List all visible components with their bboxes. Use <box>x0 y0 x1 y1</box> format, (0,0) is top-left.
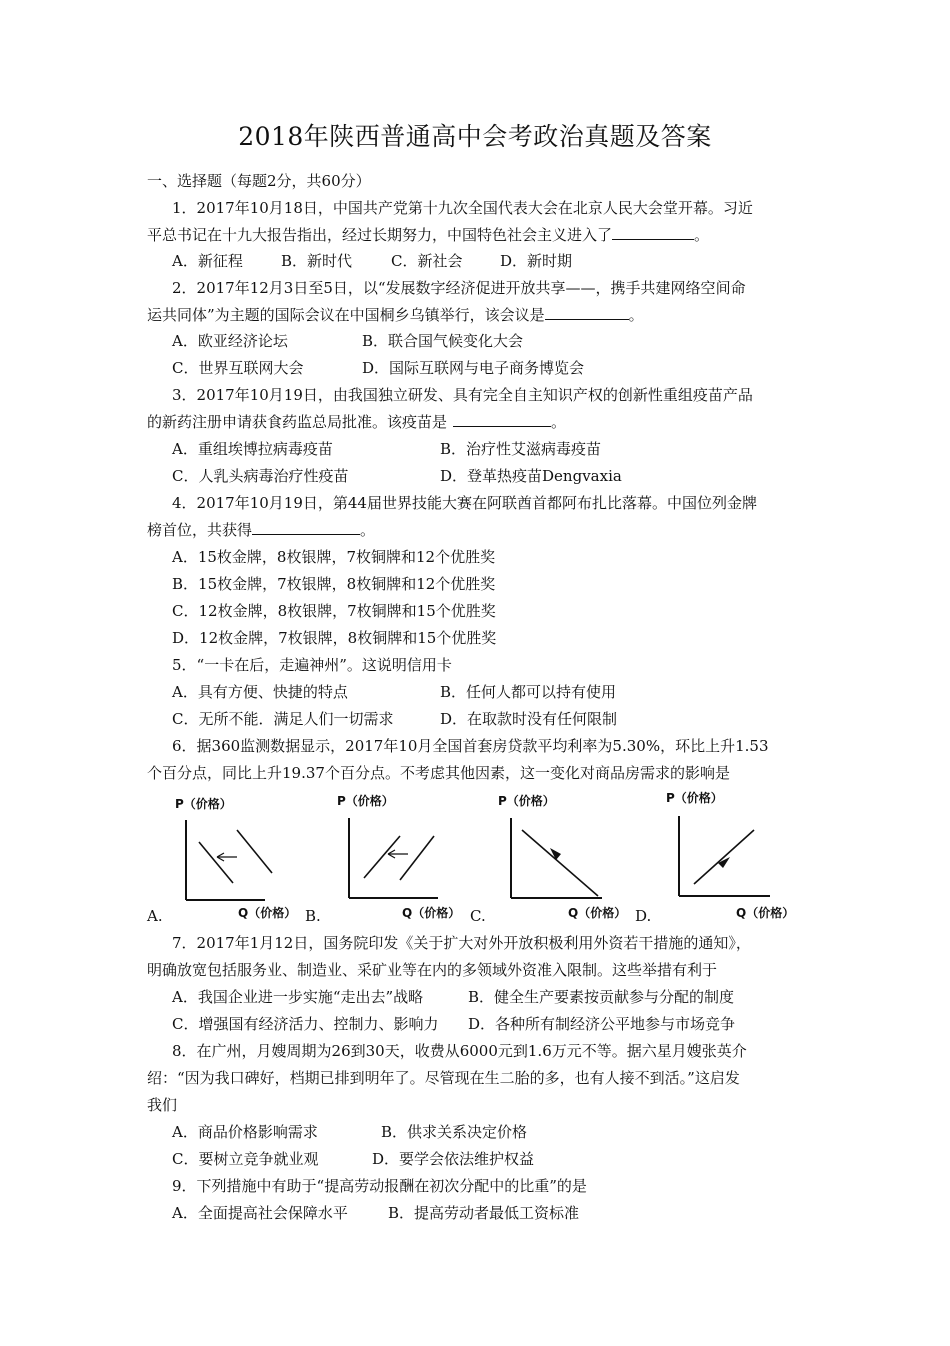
q9-option-a: A．全面提高社会保障水平 <box>172 1204 348 1222</box>
graph-c-label: C. <box>470 907 486 925</box>
q8-option-c: C．要树立竞争就业观 <box>172 1150 319 1168</box>
graph-c-x-label: Q（价格） <box>568 906 627 920</box>
q8-option-b: B．供求关系决定价格 <box>381 1123 528 1141</box>
graph-a-x-label: Q（价格） <box>238 906 297 920</box>
supply-curve-old <box>400 836 434 880</box>
q8-option-d: D．要学会依法维护权益 <box>372 1150 535 1168</box>
q6-text-cont: 个百分点，同比上升19.37个百分点。不考虑其他因素，这一变化对商品房需求的影响是 <box>147 764 730 782</box>
q7-text-cont: 明确放宽包括服务业、制造业、采矿业等在内的多领域外资准入限制。这些举措有利于 <box>147 961 718 979</box>
q3-option-c: C．人乳头病毒治疗性疫苗 <box>172 467 349 485</box>
q2-option-d: D．国际互联网与电子商务博览会 <box>362 359 585 377</box>
q1-option-c: C．新社会 <box>391 252 463 270</box>
q8-text-cont2: 我们 <box>147 1096 178 1114</box>
q4-option-b: B．15枚金牌，7枚银牌，8枚铜牌和12个优胜奖 <box>172 575 496 593</box>
q9-text: 9．下列措施中有助于“提高劳动报酬在初次分配中的比重”的是 <box>172 1177 587 1195</box>
answer-blank <box>453 412 551 427</box>
q2-text: 2．2017年12月3日至5日，以“发展数字经济促进开放共享——，携手共建网络空间命 <box>172 279 746 297</box>
demand-curve-old <box>237 830 272 873</box>
q2-text-cont: 运共同体”为主题的国际会议在中国桐乡乌镇举行，该会议是 。 <box>147 306 644 324</box>
graph-b-x-label: Q（价格） <box>402 906 461 920</box>
q4-text: 4．2017年10月19日，第44届世界技能大赛在阿联酋首都阿布扎比落幕。中国位列金牌 <box>172 494 757 512</box>
q1-option-a: A．新征程 <box>172 252 243 270</box>
supply-curve <box>694 830 754 884</box>
demand-curve <box>522 830 598 896</box>
graph-d-x-label: Q（价格） <box>736 906 795 920</box>
q5-option-a: A．具有方便、快捷的特点 <box>172 683 348 701</box>
q7-option-b: B．健全生产要素按贡献参与分配的制度 <box>468 988 735 1006</box>
q3-text: 3．2017年10月19日，由我国独立研发、具有完全自主知识产权的创新性重组疫苗产品 <box>172 386 753 404</box>
q7-option-a: A．我国企业进一步实施“走出去”战略 <box>172 988 424 1006</box>
movement-arrow <box>550 848 561 860</box>
q2-option-b: B．联合国气候变化大会 <box>362 332 524 350</box>
graph-d-label: D. <box>635 907 652 925</box>
q1-text: 1．2017年10月18日，中国共产党第十九次全国代表大会在北京人民大会堂开幕。习近 <box>172 199 753 217</box>
q5-text: 5．“一卡在后，走遍神州”。这说明信用卡 <box>172 656 452 674</box>
q4-option-d: D．12枚金牌，7枚银牌，8枚铜牌和15个优胜奖 <box>172 629 497 647</box>
q7-text: 7．2017年1月12日，国务院印发《关于扩大对外开放积极利用外资若干措施的通知》， <box>172 934 751 952</box>
graph-b-label: B. <box>305 907 321 925</box>
answer-blank <box>612 225 694 240</box>
q5-option-c: C．无所不能．满足人们一切需求 <box>172 710 394 728</box>
q7-option-d: D．各种所有制经济公平地参与市场竞争 <box>468 1015 736 1033</box>
q8-text-cont: 绍：“因为我口碑好，档期已排到明年了。尽管现在生二胎的多，也有人接不到活。”这启发 <box>147 1069 740 1087</box>
graph-b-y-label: P（价格） <box>337 794 394 808</box>
q6-text: 6．据360监测数据显示，2017年10月全国首套房贷款平均利率为5.30%，环比上升1.53 <box>172 737 769 755</box>
q3-option-b: B．治疗性艾滋病毒疫苗 <box>440 440 602 458</box>
graph-d <box>668 808 778 903</box>
graph-a-y-label: P（价格） <box>175 797 232 811</box>
q8-option-a: A．商品价格影响需求 <box>172 1123 318 1141</box>
page-title: 2018年陕西普通高中会考政治真题及答案 <box>238 122 712 151</box>
graph-a <box>175 812 275 907</box>
graph-c <box>500 810 610 905</box>
graph-a-label: A. <box>147 907 163 925</box>
answer-blank <box>545 305 629 320</box>
answer-blank <box>252 520 360 535</box>
section-heading: 一、选择题（每题2分，共60分） <box>147 172 371 190</box>
q3-option-d: D．登革热疫苗Dengvaxia <box>440 467 622 485</box>
q1-option-d: D．新时期 <box>500 252 573 270</box>
q8-text: 8．在广州，月嫂周期为26到30天，收费从6000元到1.6万元不等。据六星月嫂张英介 <box>172 1042 747 1060</box>
q3-text-cont: 的新药注册申请获食药监总局批准。该疫苗是 。 <box>147 413 567 431</box>
q2-option-a: A．欧亚经济论坛 <box>172 332 288 350</box>
q1-text-cont: 平总书记在十九大报告指出，经过长期努力，中国特色社会主义进入了 。 <box>147 226 710 244</box>
q5-option-b: B．任何人都可以持有使用 <box>440 683 617 701</box>
q4-option-a: A．15枚金牌，8枚银牌，7枚铜牌和12个优胜奖 <box>172 548 496 566</box>
q1-option-b: B．新时代 <box>281 252 353 270</box>
q3-option-a: A．重组埃博拉病毒疫苗 <box>172 440 333 458</box>
graph-c-y-label: P（价格） <box>498 794 555 808</box>
movement-arrow <box>718 857 730 868</box>
q4-option-c: C．12枚金牌，8枚银牌，7枚铜牌和15个优胜奖 <box>172 602 496 620</box>
graph-d-y-label: P（价格） <box>666 791 723 805</box>
q5-option-d: D．在取款时没有任何限制 <box>440 710 618 728</box>
demand-curve-new <box>199 842 233 883</box>
q7-option-c: C．增强国有经济活力、控制力、影响力 <box>172 1015 439 1033</box>
graph-b <box>338 810 448 905</box>
q9-option-b: B．提高劳动者最低工资标准 <box>388 1204 580 1222</box>
q2-option-c: C．世界互联网大会 <box>172 359 304 377</box>
supply-curve-new <box>364 836 400 878</box>
q4-text-cont: 榜首位，共获得 。 <box>147 521 376 539</box>
